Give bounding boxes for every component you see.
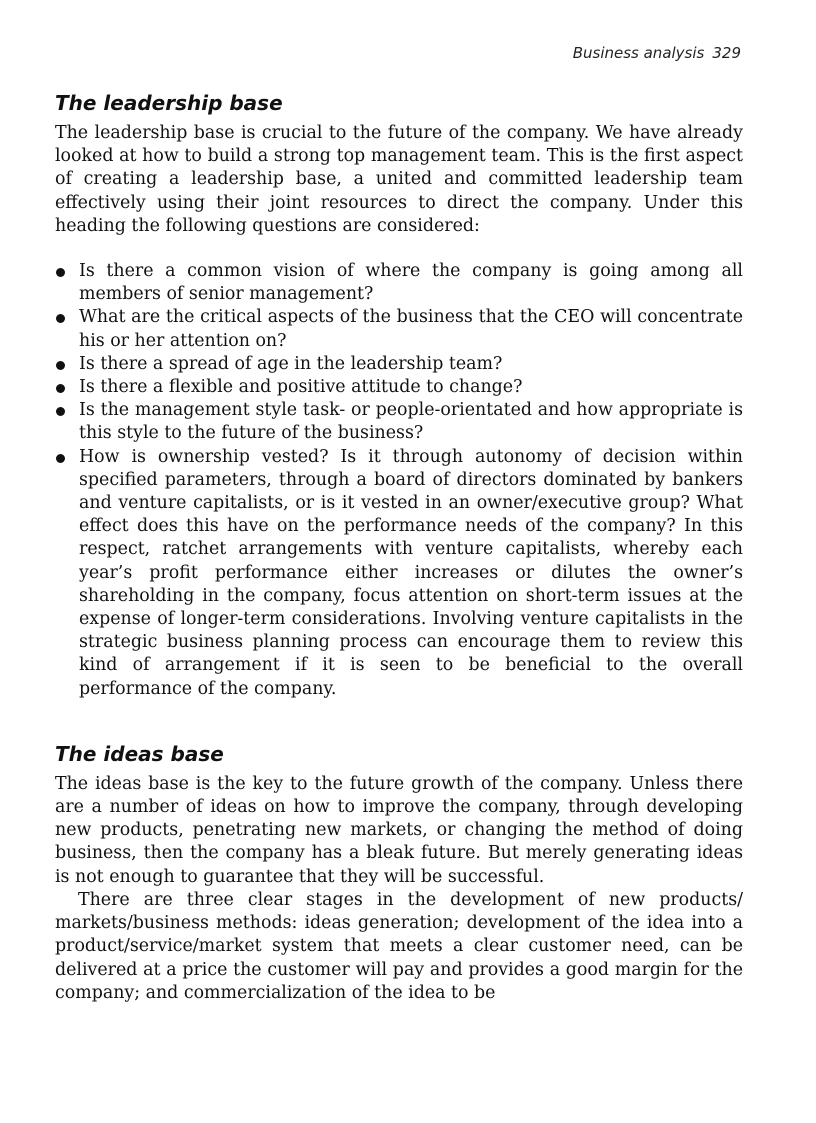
running-header [573, 44, 741, 62]
bullet-icon [56, 268, 65, 277]
ideas-base-paragraph-2: There are three clear stages in the development of new products/ markets/business methods: ideas generation; development of the idea into a product/service/market system that meets a clear customer need, can be delivered at a price the customer will pay and provides a good margin for the company; and commercialization of the idea to be [55, 889, 743, 1003]
page-content [55, 88, 743, 1005]
bullet-icon [56, 407, 65, 416]
page-number: 329 [712, 44, 741, 62]
ideas-base-paragraph-1: The ideas base is the key to the future growth of the company. Unless there are a number of ideas on how to improve the company, through developing new products, penetrating new markets, or changing the method of doing business, then the company has a bleak future. But merely generating ideas is not enough to guarantee that they will be successful. [55, 773, 743, 887]
bullet-icon [56, 314, 65, 323]
list-item-text: What are the critical aspects of the business that the CEO will concentrate his or her attention on? [79, 307, 743, 351]
section-heading-leadership-base: The leadership base [55, 91, 283, 115]
list-item [55, 306, 743, 352]
list-item [55, 376, 743, 399]
leadership-questions-list [55, 260, 743, 701]
list-item [55, 399, 743, 445]
list-item [55, 260, 743, 306]
list-item-text: Is there a spread of age in the leadership team? [79, 353, 503, 374]
leadership-base-paragraph: The leadership base is crucial to the future of the company. We have already looked at how to build a strong top management team. This is the first aspect of creating a leadership base, a united and committed leadership team effectively using their joint resources to direct the company. Under this heading the following questions are considered: [55, 123, 743, 236]
running-header-title: Business analysis [572, 44, 705, 62]
list-item-text: Is the management style task- or people-orientated and how appropriate is this style to the future of the business? [79, 400, 743, 444]
list-item [55, 353, 743, 376]
list-item-text: How is ownership vested? Is it through autonomy of decision within specified parameters, through a board of directors dominated by bankers and venture capitalists, or is it vested in an owner/executive group? What effect does this have on the performance needs of the company? In this respect, ratchet arrangements with venture capitalists, whereby each year’s profit performance either increases or dilutes the owner’s shareholding in the company, focus attention on short-term issues at the expense of longer-term considerations. Involving venture capitalists in the strategic business planning process can encourage them to review this kind of arrangement if it is seen to be beneficial to the overall performance of the company. [79, 446, 743, 699]
list-item-text: Is there a flexible and positive attitude to change? [79, 377, 523, 398]
bullet-icon [56, 454, 65, 463]
list-item [55, 446, 743, 701]
list-item-text: Is there a common vision of where the company is going among all members of senior management? [79, 261, 743, 305]
bullet-icon [56, 361, 65, 370]
section-heading-ideas-base: The ideas base [55, 741, 224, 766]
bullet-icon [56, 384, 65, 393]
